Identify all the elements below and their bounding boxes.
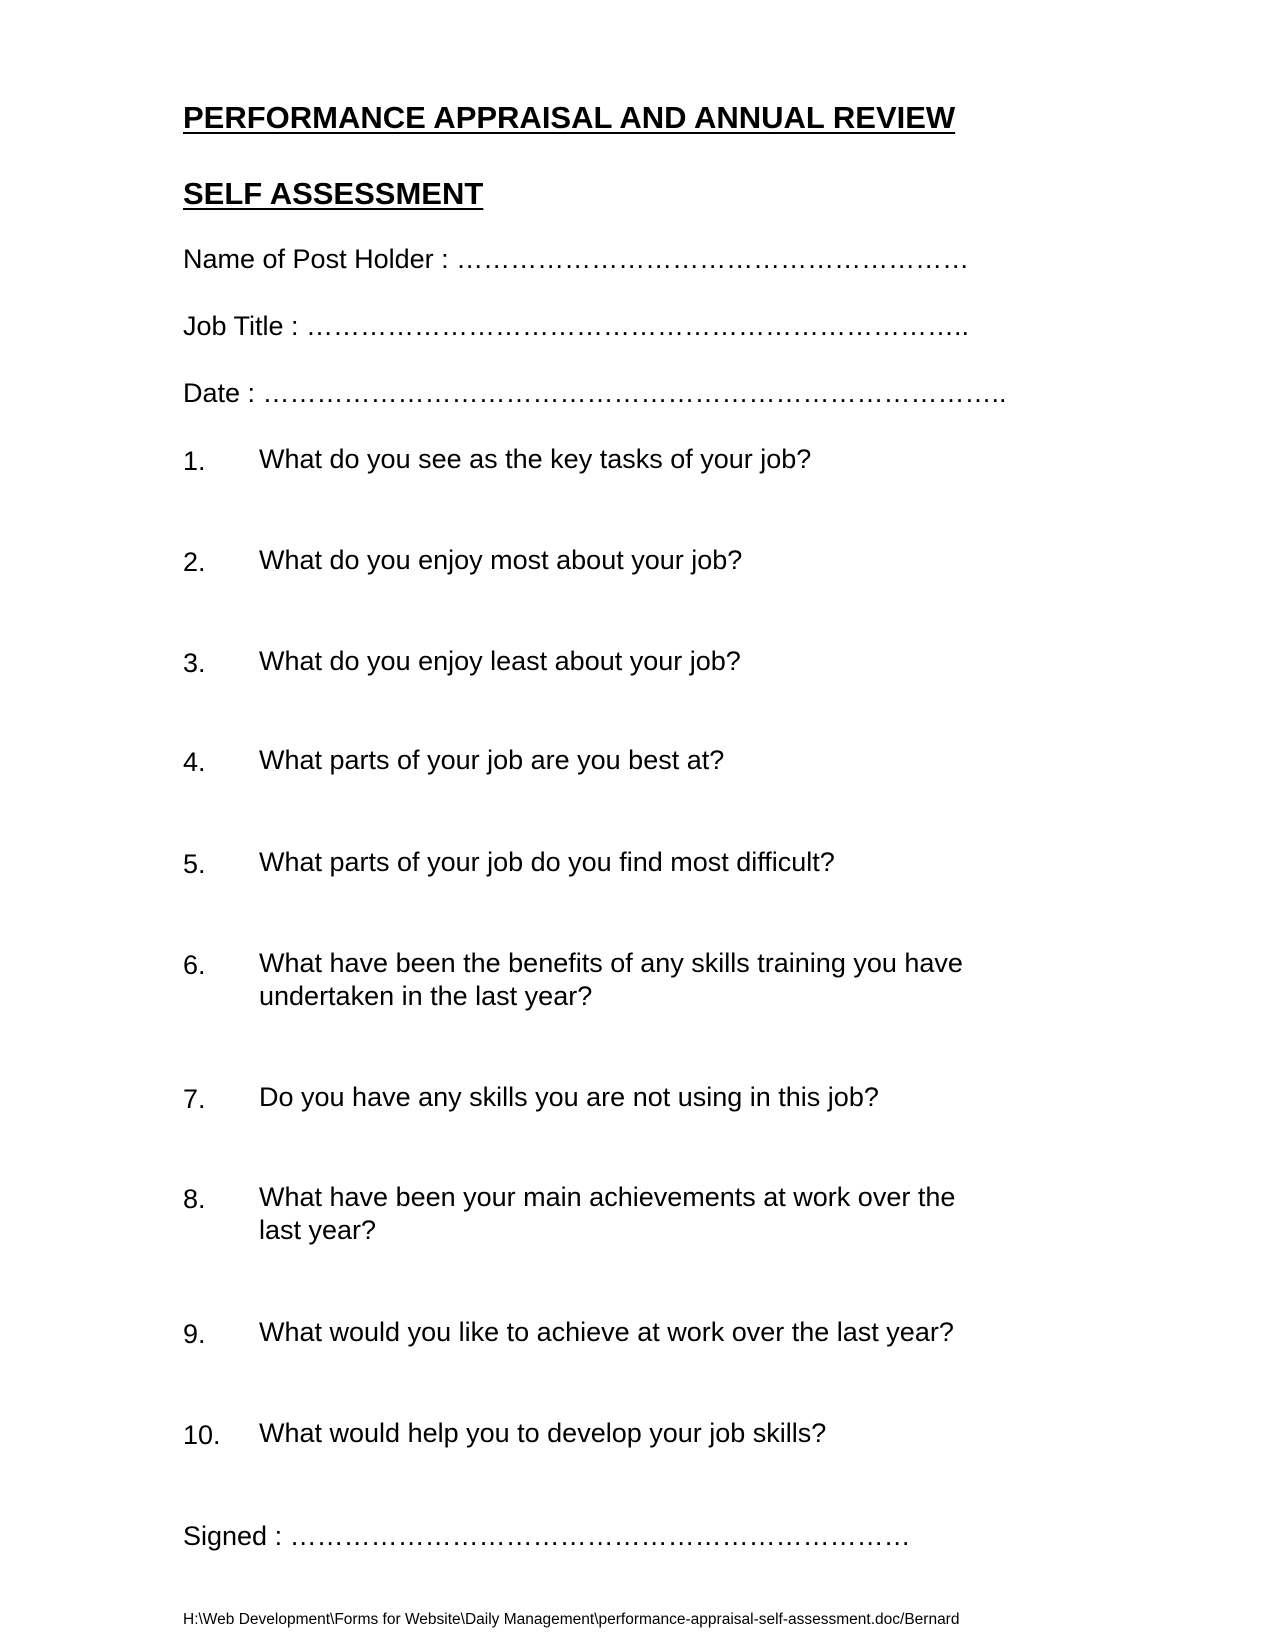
question-text: What would help you to develop your job skills?	[259, 1418, 827, 1448]
question-number: 9.	[183, 1319, 206, 1349]
question-number: 6.	[183, 950, 206, 980]
question-text-continued: last year?	[259, 1215, 377, 1245]
question-text: What do you see as the key tasks of your job?	[259, 444, 812, 474]
date-field: Date : ………………………………………………………………………..	[183, 378, 1007, 408]
question-number: 1.	[183, 446, 206, 476]
footer-file-path: H:\Web Development\Forms for Website\Daily Management\performance-appraisal-self-assessment.doc/Bernard	[183, 1611, 960, 1628]
name-field: Name of Post Holder : …………………………………………………	[183, 244, 970, 274]
document-title: PERFORMANCE APPRAISAL AND ANNUAL REVIEW	[183, 100, 956, 135]
job-title-field: Job Title : ………………………………………………………………..	[183, 311, 970, 341]
question-text: What have been your main achievements at work over the	[259, 1182, 956, 1212]
question-text: What do you enjoy most about your job?	[259, 545, 743, 575]
question-number: 8.	[183, 1184, 206, 1214]
question-number: 5.	[183, 849, 206, 879]
question-text: What would you like to achieve at work over the last year?	[259, 1317, 954, 1347]
question-text-continued: undertaken in the last year?	[259, 981, 593, 1011]
question-number: 3.	[183, 648, 206, 678]
question-number: 10.	[183, 1420, 221, 1450]
question-text: What have been the benefits of any skills training you have	[259, 948, 963, 978]
question-number: 4.	[183, 747, 206, 777]
document-subtitle: SELF ASSESSMENT	[183, 176, 484, 211]
question-number: 7.	[183, 1084, 206, 1114]
question-text: What parts of your job are you best at?	[259, 745, 725, 775]
question-number: 2.	[183, 547, 206, 577]
question-text: Do you have any skills you are not using in this job?	[259, 1082, 879, 1112]
signed-field: Signed : ……………………………………………………………	[183, 1521, 911, 1551]
question-text: What do you enjoy least about your job?	[259, 646, 741, 676]
question-text: What parts of your job do you find most difficult?	[259, 847, 835, 877]
